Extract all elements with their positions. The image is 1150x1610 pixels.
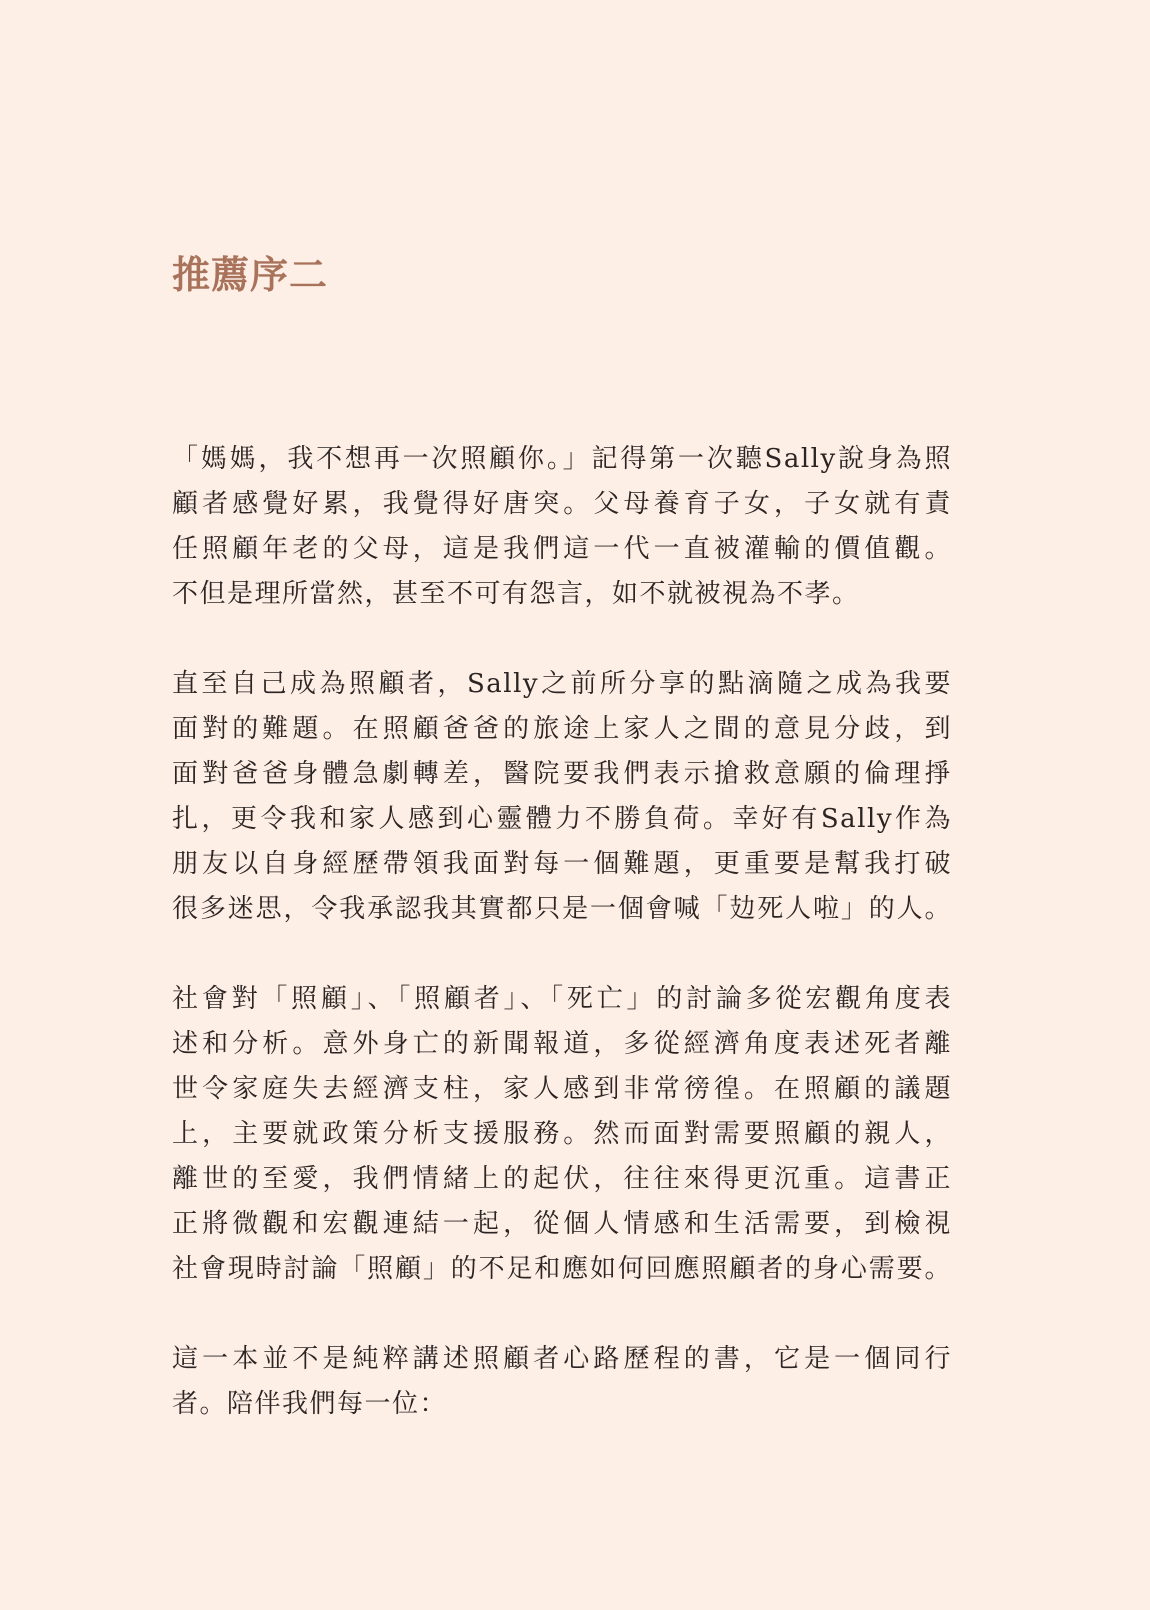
text-line: 不但是理所當然，甚至不可有怨言，如不就被視為不孝。 [172,579,860,609]
text-line: 「媽媽，我不想再一次照顧你。」記得第一次聽Sally說身為照 [172,444,952,474]
text-line: 這一本並不是純粹講述照顧者心路歷程的書，它是一個同行 [172,1344,952,1374]
text-line: 者。陪伴我們每一位： [172,1389,448,1419]
text-line: 社會對「照顧」、「照顧者」、「死亡」的討論多從宏觀角度表 [172,984,952,1014]
text-line: 正將微觀和宏觀連結一起，從個人情感和生活需要，到檢視 [172,1209,952,1239]
paragraph-2 [172,662,952,932]
text-line: 很多迷思，令我承認我其實都只是一個會喊「攰死人啦」的人。 [172,894,952,924]
text-line: 面對爸爸身體急劇轉差，醫院要我們表示搶救意願的倫理掙 [172,759,952,789]
text-line: 顧者感覺好累，我覺得好唐突。父母養育子女，子女就有責 [172,489,952,519]
text-line: 上，主要就政策分析支援服務。然而面對需要照顧的親人， [172,1119,952,1149]
body-text [172,437,952,1472]
text-line: 任照顧年老的父母，這是我們這一代一直被灌輸的價值觀。 [172,534,952,564]
text-line: 社會現時討論「照顧」的不足和應如何回應照顧者的身心需要。 [172,1254,952,1284]
text-line: 述和分析。意外身亡的新聞報道，多從經濟角度表述死者離 [172,1029,952,1059]
text-line: 離世的至愛，我們情緒上的起伏，往往來得更沉重。這書正 [172,1164,952,1194]
paragraph-4 [172,1337,952,1427]
text-line: 面對的難題。在照顧爸爸的旅途上家人之間的意見分歧，到 [172,714,952,744]
text-line: 朋友以自身經歷帶領我面對每一個難題，更重要是幫我打破 [172,849,952,879]
text-line: 扎，更令我和家人感到心靈體力不勝負荷。幸好有Sally作為 [172,804,952,834]
paragraph-1 [172,437,952,617]
text-line: 直至自己成為照顧者，Sally之前所分享的點滴隨之成為我要 [172,669,952,699]
paragraph-3 [172,977,952,1292]
text-line: 世令家庭失去經濟支柱，家人感到非常徬徨。在照顧的議題 [172,1074,952,1104]
page-title: 推薦序二 [172,252,329,297]
